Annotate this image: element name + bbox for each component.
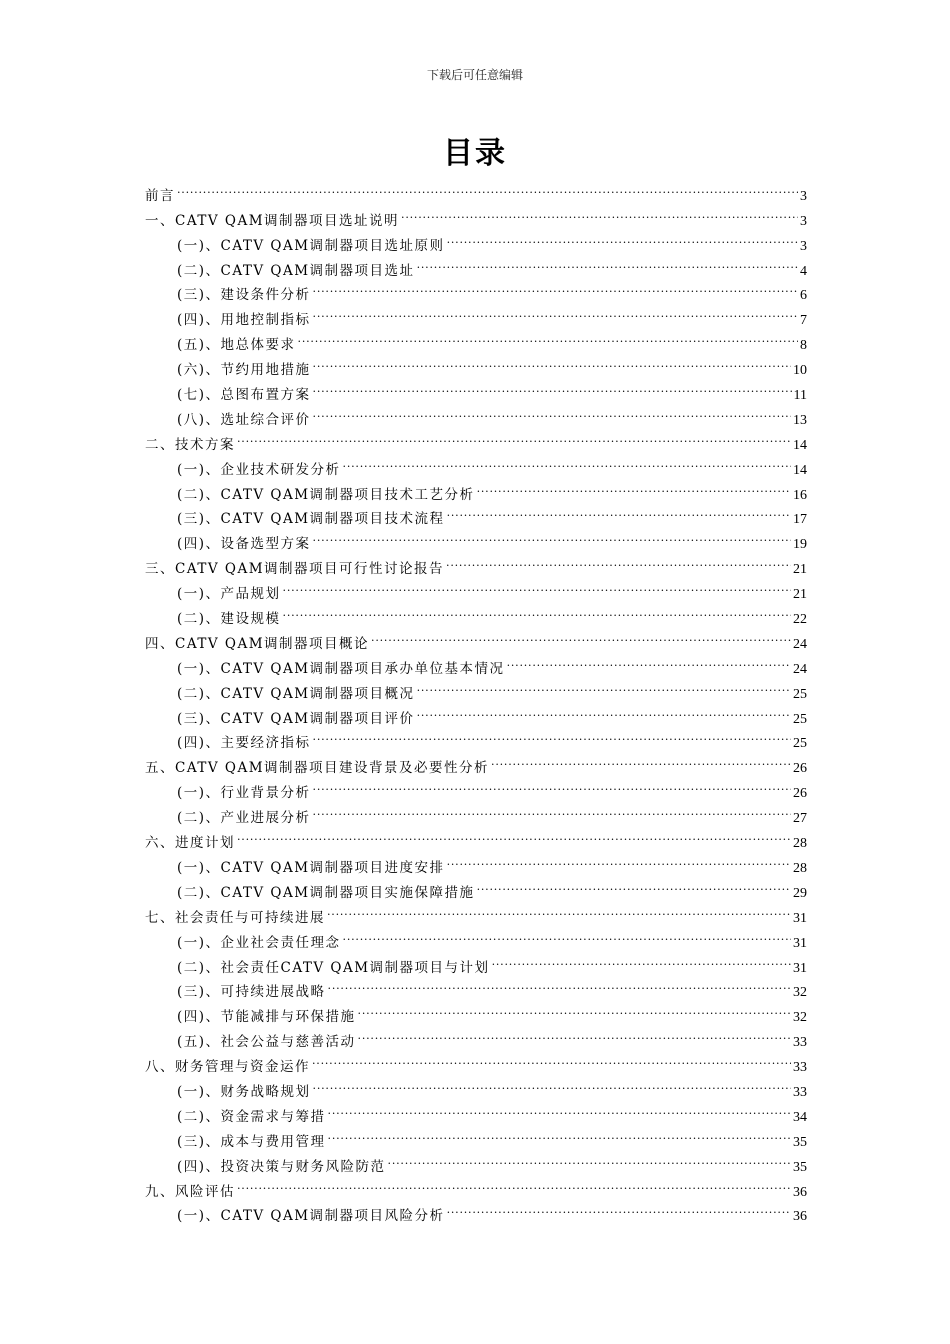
toc-entry-page-number: 16 xyxy=(793,487,807,503)
toc-entry-label: (四)、主要经济指标 xyxy=(177,735,311,752)
toc-entry-label: (六)、节约用地措施 xyxy=(177,362,311,379)
toc-entry-page-number: 28 xyxy=(793,836,807,852)
toc-entry-page-number: 36 xyxy=(793,1209,807,1225)
toc-entry[interactable] xyxy=(145,200,807,229)
toc-entry-label: 一、CATV QAM调制器项目选址说明 xyxy=(145,212,400,229)
toc-entry-label: (一)、产品规划 xyxy=(177,586,281,603)
toc-entry-page-number: 3 xyxy=(800,188,807,204)
toc-entry-label: (三)、CATV QAM调制器项目评价 xyxy=(177,710,415,727)
toc-entry-page-number: 21 xyxy=(793,587,807,603)
toc-entry-page-number: 3 xyxy=(800,213,807,229)
toc-entry-label: (五)、地总体要求 xyxy=(177,337,296,354)
toc-entry-page-number: 19 xyxy=(793,537,807,553)
toc-entry-label: 八、财务管理与资金运作 xyxy=(145,1059,310,1076)
toc-entry-label: (二)、社会责任CATV QAM调制器项目与计划 xyxy=(177,959,490,976)
toc-dot-leader xyxy=(313,349,791,374)
toc-dot-leader xyxy=(371,623,791,648)
toc-dot-leader xyxy=(388,1146,791,1171)
toc-entry-label: (一)、CATV QAM调制器项目进度安排 xyxy=(177,859,445,876)
toc-dot-leader xyxy=(327,897,791,922)
toc-entry-label: (三)、成本与费用管理 xyxy=(177,1133,326,1150)
toc-dot-leader xyxy=(343,922,791,947)
toc-dot-leader xyxy=(358,1021,791,1046)
toc-entry-label: 七、社会责任与可持续进展 xyxy=(145,909,325,926)
toc-entry-page-number: 28 xyxy=(793,860,807,876)
toc-entry-label: (二)、CATV QAM调制器项目技术工艺分析 xyxy=(177,486,475,503)
toc-dot-leader xyxy=(417,250,798,275)
toc-entry-label: (三)、建设条件分析 xyxy=(177,287,311,304)
toc-entry-label: (四)、用地控制指标 xyxy=(177,312,311,329)
toc-entry-label: (一)、企业技术研发分析 xyxy=(177,461,341,478)
toc-entry-label: (一)、行业背景分析 xyxy=(177,785,311,802)
toc-entry-page-number: 31 xyxy=(793,960,807,976)
toc-entry-label: 五、CATV QAM调制器项目建设背景及必要性分析 xyxy=(145,760,490,777)
toc-entry-page-number: 22 xyxy=(793,612,807,628)
toc-entry-label: (四)、投资决策与财务风险防范 xyxy=(177,1158,386,1175)
page-title: 目录 xyxy=(443,136,507,171)
toc-entry[interactable] xyxy=(145,449,807,478)
toc-dot-leader xyxy=(328,1096,791,1121)
toc-dot-leader xyxy=(313,723,791,748)
toc-entry-page-number: 17 xyxy=(793,512,807,528)
toc-entry-label: (一)、CATV QAM调制器项目选址原则 xyxy=(177,237,445,254)
toc-dot-leader xyxy=(417,673,791,698)
toc-entry-label: 六、进度计划 xyxy=(145,835,235,852)
toc-entry-page-number: 31 xyxy=(793,935,807,951)
toc-entry-page-number: 8 xyxy=(800,338,807,354)
toc-entry[interactable] xyxy=(145,1171,807,1200)
toc-dot-leader xyxy=(313,299,798,324)
toc-entry[interactable] xyxy=(145,1196,807,1225)
toc-entry-label: (二)、CATV QAM调制器项目选址 xyxy=(177,262,415,279)
toc-entry-page-number: 32 xyxy=(793,1010,807,1026)
toc-entry-page-number: 29 xyxy=(793,885,807,901)
toc-entry-page-number: 35 xyxy=(793,1159,807,1175)
toc-dot-leader xyxy=(417,698,791,723)
toc-dot-leader xyxy=(237,1171,791,1196)
toc-entry-page-number: 6 xyxy=(800,288,807,304)
toc-dot-leader xyxy=(283,598,791,623)
toc-entry-page-number: 14 xyxy=(793,462,807,478)
toc-entry-page-number: 34 xyxy=(793,1109,807,1125)
toc-entry[interactable] xyxy=(145,847,807,876)
toc-entry-page-number: 3 xyxy=(800,238,807,254)
toc-entry-page-number: 21 xyxy=(793,562,807,578)
toc-dot-leader xyxy=(313,1071,791,1096)
toc-entry-label: 四、CATV QAM调制器项目概论 xyxy=(145,635,370,652)
toc-entry-label: (二)、CATV QAM调制器项目实施保障措施 xyxy=(177,884,475,901)
toc-entry-label: 九、风险评估 xyxy=(145,1183,235,1200)
header-note: 下载后可任意编辑 xyxy=(426,68,523,82)
toc-entry-page-number: 36 xyxy=(793,1184,807,1200)
toc-entry-page-number: 4 xyxy=(800,263,807,279)
toc-dot-leader xyxy=(401,200,798,225)
toc-dot-leader xyxy=(313,374,792,399)
toc-entry-label: (二)、资金需求与筹措 xyxy=(177,1108,326,1125)
toc-entry[interactable] xyxy=(145,175,807,204)
toc-entry-label: (一)、CATV QAM调制器项目风险分析 xyxy=(177,1208,445,1225)
toc-entry-page-number: 13 xyxy=(793,412,807,428)
toc-dot-leader xyxy=(447,847,791,872)
toc-entry-page-number: 31 xyxy=(793,910,807,926)
toc-entry-label: (一)、财务战略规划 xyxy=(177,1083,311,1100)
toc-entry-page-number: 7 xyxy=(800,313,807,329)
toc-dot-leader xyxy=(313,275,798,300)
toc-dot-leader xyxy=(447,1196,791,1221)
toc-entry-label: (二)、产业进展分析 xyxy=(177,810,311,827)
toc-entry-page-number: 11 xyxy=(793,388,807,404)
toc-entry-page-number: 33 xyxy=(793,1035,807,1051)
toc-dot-leader xyxy=(177,175,798,200)
toc-dot-leader xyxy=(358,996,791,1021)
toc-dot-leader xyxy=(328,972,791,997)
toc-dot-leader xyxy=(298,324,798,349)
toc-entry-label: (四)、节能减排与环保措施 xyxy=(177,1009,356,1026)
toc-dot-leader xyxy=(447,499,791,524)
toc-entry-label: (二)、CATV QAM调制器项目概况 xyxy=(177,685,415,702)
toc-dot-leader xyxy=(313,523,791,548)
toc-dot-leader xyxy=(492,947,791,972)
toc-dot-leader xyxy=(313,797,791,822)
toc-dot-leader xyxy=(328,1121,791,1146)
toc-dot-leader xyxy=(446,548,791,573)
toc-entry-page-number: 32 xyxy=(793,985,807,1001)
toc-entry-page-number: 33 xyxy=(793,1084,807,1100)
toc-entry-page-number: 10 xyxy=(793,363,807,379)
toc-dot-leader xyxy=(477,872,791,897)
toc-dot-leader xyxy=(447,225,798,250)
toc-entry-page-number: 33 xyxy=(793,1060,807,1076)
toc-dot-leader xyxy=(312,1046,791,1071)
toc-entry[interactable] xyxy=(145,424,807,453)
toc-entry-label: (四)、设备选型方案 xyxy=(177,536,311,553)
toc-entry-page-number: 24 xyxy=(793,661,807,677)
toc-entry-label: (七)、总图布置方案 xyxy=(177,387,311,404)
toc-entry[interactable] xyxy=(145,822,807,852)
toc-entry-page-number: 27 xyxy=(793,811,807,827)
toc-entry-label: (五)、社会公益与慈善活动 xyxy=(177,1034,356,1051)
toc-entry-label: (一)、CATV QAM调制器项目承办单位基本情况 xyxy=(177,660,505,677)
toc-entry-label: (一)、企业社会责任理念 xyxy=(177,934,341,951)
toc-dot-leader xyxy=(491,747,791,772)
toc-entry-page-number: 25 xyxy=(793,686,807,702)
toc-dot-leader xyxy=(283,573,791,598)
toc-entry-page-number: 25 xyxy=(793,711,807,727)
toc-entry-label: (八)、选址综合评价 xyxy=(177,411,311,428)
toc-entry-page-number: 14 xyxy=(793,437,807,453)
toc-dot-leader xyxy=(313,772,791,797)
toc-dot-leader xyxy=(343,449,791,474)
toc-entry-label: (三)、CATV QAM调制器项目技术流程 xyxy=(177,511,445,528)
toc-entry-label: (三)、可持续进展战略 xyxy=(177,984,326,1001)
toc-dot-leader xyxy=(237,424,791,449)
toc-entry-label: 前言 xyxy=(145,187,175,204)
toc-entry-page-number: 25 xyxy=(793,736,807,752)
toc-entry-page-number: 35 xyxy=(793,1134,807,1150)
toc-entry-label: (二)、建设规模 xyxy=(177,611,281,628)
toc-entry-label: 二、技术方案 xyxy=(145,436,235,453)
toc-dot-leader xyxy=(507,648,791,673)
toc-entry-page-number: 24 xyxy=(793,636,807,652)
table-of-contents xyxy=(145,175,807,1225)
toc-dot-leader xyxy=(477,474,791,499)
toc-entry-page-number: 26 xyxy=(793,761,807,777)
toc-entry-label: 三、CATV QAM调制器项目可行性讨论报告 xyxy=(145,561,445,578)
toc-entry-page-number: 26 xyxy=(793,786,807,802)
toc-dot-leader xyxy=(237,822,791,847)
toc-dot-leader xyxy=(313,399,791,424)
